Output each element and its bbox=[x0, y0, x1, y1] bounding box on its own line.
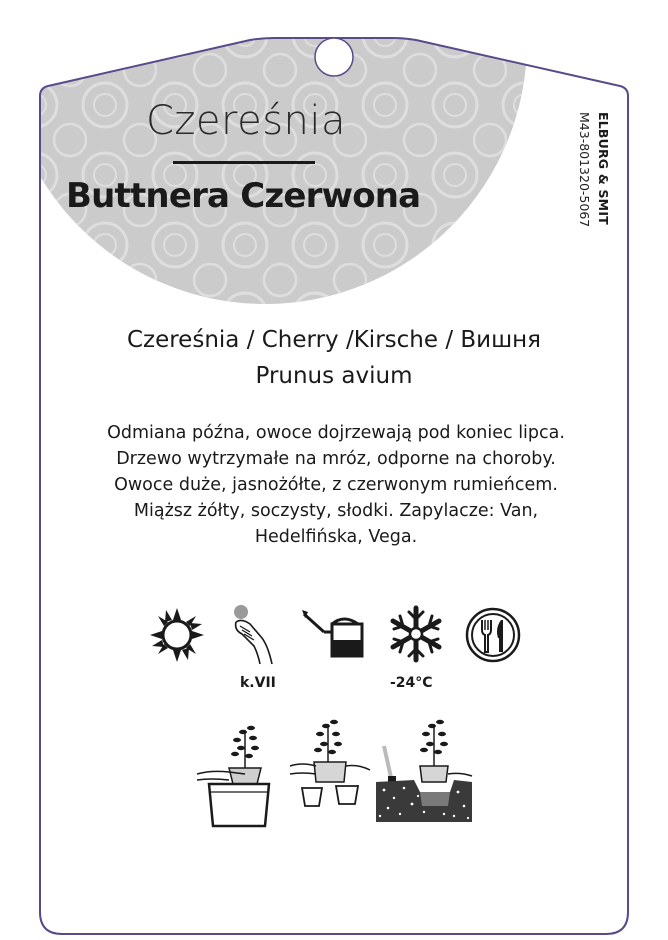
harvest-label: k.VII bbox=[240, 675, 276, 691]
soak-pot-icon bbox=[195, 722, 283, 828]
description-line: Owoce duże, jasnożółte, z czerwonym rumieńcem. bbox=[114, 475, 558, 495]
hardiness-label: -24°C bbox=[390, 675, 433, 691]
plant-names bbox=[0, 322, 668, 394]
description-line: Odmiana późna, owoce dojrzewają pod koniec lipca. bbox=[107, 423, 565, 443]
harvest-hand-icon bbox=[228, 602, 280, 666]
variety-title: Buttnera Czerwona bbox=[66, 176, 421, 216]
remove-pot-icon bbox=[288, 716, 372, 816]
edible-cutlery-icon bbox=[464, 606, 522, 664]
sun-icon bbox=[148, 606, 206, 664]
hang-hole bbox=[315, 38, 353, 76]
species-title: Czereśnia bbox=[146, 98, 347, 144]
side-print bbox=[575, 112, 613, 272]
description-line: Hedelfińska, Vega. bbox=[254, 527, 418, 547]
description-line: Miąższ żółty, soczysty, słodki. Zapylacze: Van, bbox=[133, 501, 539, 521]
description bbox=[62, 420, 610, 550]
title-divider bbox=[173, 161, 315, 164]
common-names: Czereśnia / Cherry /Kirsche / Вишня bbox=[126, 327, 542, 353]
latin-name: Prunus avium bbox=[255, 363, 413, 389]
product-code: M43-801320-5067 bbox=[577, 112, 592, 228]
brand-name: ELBURG & SMIT bbox=[596, 112, 611, 225]
watering-can-icon bbox=[302, 610, 366, 658]
description-line: Drzewo wytrzymałe na mróz, odporne na choroby. bbox=[116, 449, 556, 469]
snowflake-icon bbox=[386, 604, 446, 664]
plant-in-soil-icon bbox=[374, 716, 474, 824]
